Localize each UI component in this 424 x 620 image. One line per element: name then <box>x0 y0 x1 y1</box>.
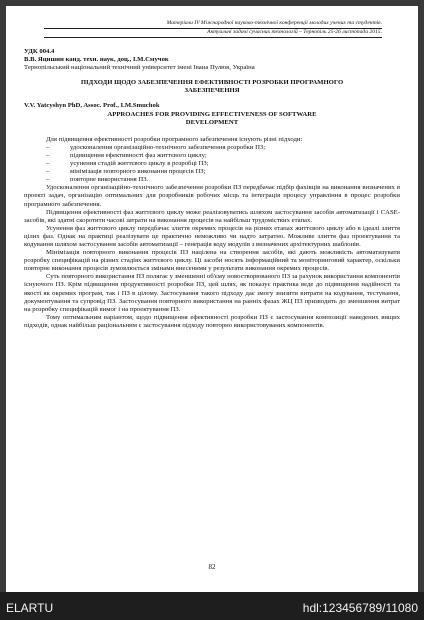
authors-ua: В.В. Яцишин канд. техн. наук, доц., І.М.Смучок <box>24 56 169 64</box>
approaches-list <box>24 144 400 184</box>
repository-footer <box>0 592 424 620</box>
header-line-2: Актуальні задачі сучасних технологій – Тернопіль 25-26 листопада 2015. <box>44 29 382 38</box>
udk-code: УДК 004.4 <box>24 48 55 55</box>
list-item: – усунення стадій життєвого циклу в розробці ПЗ; <box>46 160 400 168</box>
paragraph: Усунення фаз життєвого циклу передбачає злиття окремих процесів на різних етапах життєвого циклу або в ідеалі злиття цілих фаз. Однак на практиці реалізувати це практично неможливо чи надто затратно. Можливе злиття фаз проектування та кодування шляхом застосування засобів автоматизації – генерація коду модулів з визначених архітектурних шаблонів. <box>24 224 400 248</box>
list-item: – підвищення ефективності фаз життєвого циклу; <box>46 152 400 160</box>
paragraph: Тому оптимальним варіантом, щодо підвищення ефективності розробки ПЗ є застосування композиції наведених вищих підходів, однак найбільш раціональним є застосування підходу повторно використовуваних компонентів. <box>24 313 400 329</box>
header-line-1: Матеріали IV Міжнародної науково-технічної конференції молодих учених та студентів. <box>44 20 382 29</box>
footer-handle: hdl:123456789/11080 <box>302 601 418 615</box>
affiliation: Тернопільський національний технічний університет імені Івана Пулюя, Україна <box>24 64 255 72</box>
list-item: – повторне використання ПЗ. <box>46 176 400 184</box>
footer-repository-name: ELARTU <box>6 601 54 615</box>
title-en: APPROACHES FOR PROVIDING EFFECTIVENESS OF SOFTWARE DEVELOPMENT <box>107 110 317 126</box>
article-body <box>24 48 400 330</box>
document-page <box>6 6 418 592</box>
paragraph: Підвищення ефективності фаз життєвого циклу може реалізовуватись шляхом застосування засобів автоматизації і CASE-засобів, які здатні скоротити часові затрати на виконання процесів на найбільш трудомістких етапах. <box>24 208 400 224</box>
title-ua: ПІДХОДИ ЩОДО ЗАБЕЗПЕЧЕННЯ ЕФЕКТИВНОСТІ РОЗРОБКИ ПРОГРАМНОГО ЗАБЕЗПЕЧЕННЯ <box>80 79 344 95</box>
list-item: – удосконалення організаційно-технічного забезпечення розробки ПЗ; <box>46 144 400 152</box>
conference-header <box>44 20 382 38</box>
paragraph: Удосконалення організаційно-технічного забезпечення розробки ПЗ передбачає підбір фахівців на виконання визначених в проекті задач, організацію оптимальних для розробників робочих місць та інтеграція процесу управління в процес розробки програмного забезпечення. <box>24 184 400 208</box>
paragraph: Суть повторного використання ПЗ полягає у зменшенні об'єму новостворюваного ПЗ за рахунок використання компонентів існуючого ПЗ. Крім підвищення продуктивності розробки ПЗ, цей шлях, як показує практика веде до підвищення надійності та якості як окремих програм, так і ПЗ в цілому. Застосування такого підходу дає змогу знизити витрати на кодування, тестування, документування та супровід ПЗ. Застосування повторного використання на ранніх фазах ЖЦ ПЗ призводить до зменшення витрат на розробку специфікацій вимог і на проектування ПЗ. <box>24 273 400 313</box>
page-number: 82 <box>208 563 216 571</box>
intro-paragraph: Для підвищення ефективності розробки програмного забезпечення існують різні підходи: <box>46 135 303 143</box>
list-item: – мінімізація повторного виконання процесів ПЗ; <box>46 168 400 176</box>
authors-en: V.V. Yatcyshyn PhD, Assoc. Prof., I.M.Smuchok <box>24 102 160 110</box>
paragraph: Мінімізація повторного виконання процесів ПЗ націлена на створення засобів, які дають можливість автоматизувати розробку специфікацій на різних стадіях життєвого циклу. Ці засоби носять інформаційний та моніторинговий характер, оскільки повторне виконання процесів зумовлюється змінами внесеними у результати виконання окремих процесів. <box>24 249 400 273</box>
